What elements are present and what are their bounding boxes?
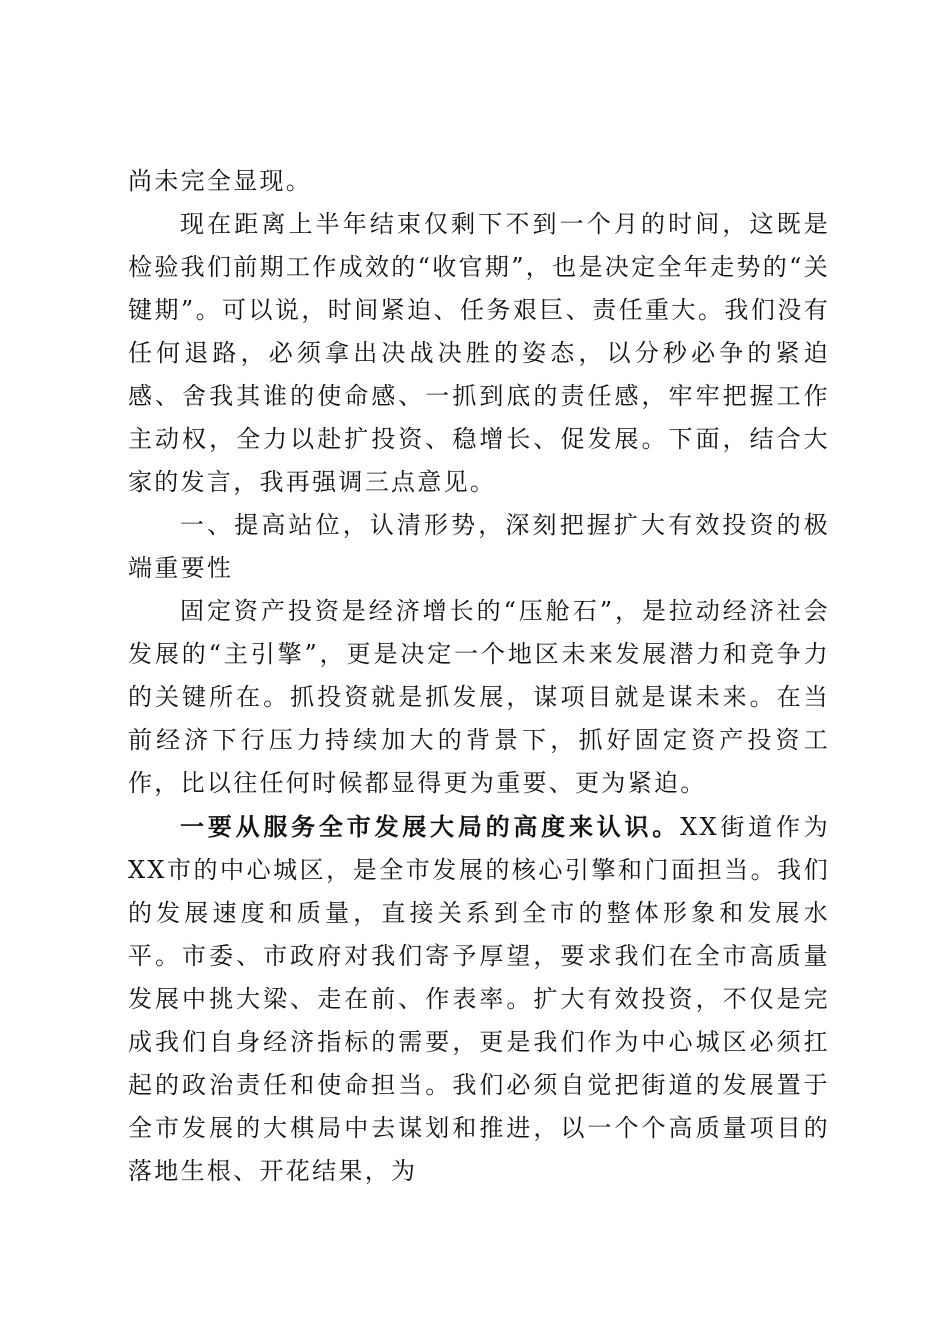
paragraph-continued [128,160,830,203]
paragraph-bold-lead: 一要从服务全市发展大局的高度来认识。 [180,812,681,841]
paragraph-text: 现在距离上半年结束仅剩下不到一个月的时间，这既是检验我们前期工作成效的“收官期”，也是决定全年走势的“关键期”。可以说，时间紧迫、任务艰巨、责任重大。我们没有任何退路，必须拿出决战决胜的姿态，以分秒必争的紧迫感、舍我其谁的使命感、一抓到底的责任感，牢牢把握工作主动权，全力以赴扩投资、稳增长、促发展。下面，结合大家的发言，我再强调三点意见。 [128,210,830,496]
paragraph-text: 尚未完全显现。 [128,167,313,195]
section-heading-text: 一、提高站位，认清形势，深刻把握扩大有效投资的极端重要性 [128,511,830,582]
paragraph-point-one [128,805,830,1193]
document-body [128,160,830,1193]
paragraph-text: XX街道作为XX市的中心城区，是全市发展的核心引擎和门面担当。我们的发展速度和质量，直接关系到全市的整体形象和发展水平。市委、市政府对我们寄予厚望，要求我们在全市高质量发展中挑大梁、走在前、作表率。扩大有效投资，不仅是完成我们自身经济指标的需要，更是我们作为中心城区必须扛起的政治责任和使命担当。我们必须自觉把街道的发展置于全市发展的大棋局中去谋划和推进，以一个个高质量项目的落地生根、开花结果，为 [128,813,830,1185]
paragraph-text: 固定资产投资是经济增长的“压舱石”，是拉动经济社会发展的“主引擎”，更是决定一个地区未来发展潜力和竞争力的关键所在。抓投资就是抓发展，谋项目就是谋未来。在当前经济下行压力持续加大的背景下，抓好固定资产投资工作，比以往任何时候都显得更为重要、更为紧迫。 [128,597,830,797]
paragraph-investment [128,590,830,805]
paragraph-intro [128,203,830,504]
section-heading [128,504,830,590]
